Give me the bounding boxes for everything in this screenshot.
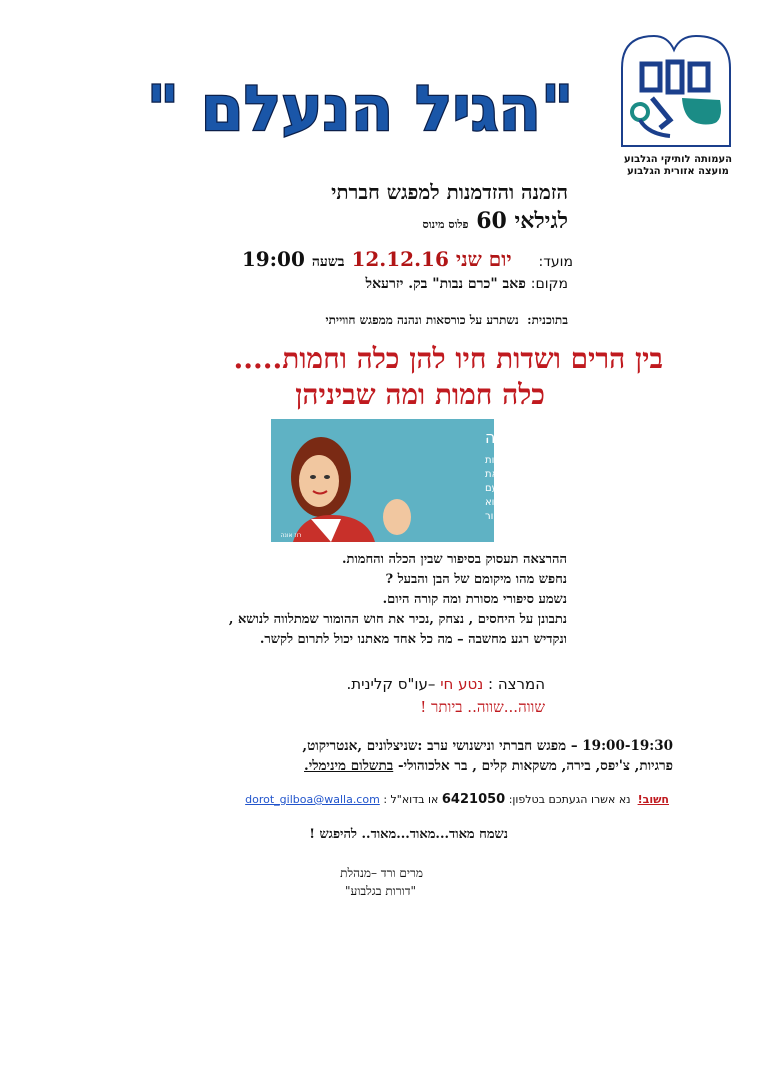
rsvp-phone[interactable]: 6421050 bbox=[441, 792, 506, 807]
poster-line3: ילדיי. אני חיה עם bbox=[485, 483, 557, 494]
rsvp-email-link[interactable]: dorot_gilboa@walla.com bbox=[245, 793, 380, 806]
time-prefix: בשעה bbox=[311, 254, 345, 270]
rsvp-line bbox=[245, 792, 669, 807]
description-line: נתבונן על היחסים , נצחק ,נכיר את חוש ההומור שמתלווה לנושא , bbox=[228, 612, 567, 627]
invitation-line: הזמנה והזדמנות למפגש חברתי bbox=[331, 180, 568, 204]
logo-caption-line1: העמותה לותיקי הגלבוע bbox=[623, 154, 732, 165]
signature-org: "דורות בגלבוע" bbox=[345, 884, 416, 898]
description-line: נחפש מהו מיקומם של הבן והבעל ? bbox=[385, 572, 567, 587]
description-line: ההרצאה תעסוק בסיפור שבין הכלה והחמות. bbox=[342, 552, 567, 567]
poster-image bbox=[271, 419, 575, 542]
lecturer-line bbox=[347, 675, 545, 693]
event-title-text: "הגיל הנעלם " bbox=[146, 72, 574, 145]
schedule-line2 bbox=[33, 756, 673, 776]
program-label: בתוכנית: bbox=[527, 313, 568, 327]
description-line: נשמע סיפורי מסורת ומה קורה היום. bbox=[382, 592, 567, 607]
event-time-line bbox=[242, 247, 573, 272]
poster-credit: רוז אונה bbox=[280, 532, 302, 539]
schedule-menu: פרגיות, צ'יפס, בירה, משקאות קלים , בר אלכוהולי- bbox=[397, 758, 673, 774]
signature-name: מרים ורד –מנהלת bbox=[340, 866, 423, 880]
logo-emblem-icon bbox=[612, 28, 744, 152]
age-suffix: פלוס מינוס bbox=[422, 218, 469, 231]
rsvp-text2: או בדוא"ל : bbox=[383, 793, 439, 806]
headline-secondary: כלה חמות ומה שביניהן bbox=[295, 378, 545, 411]
program-line bbox=[325, 313, 568, 328]
poster-illustration bbox=[271, 419, 575, 542]
poster-line4: אחד משלך, והוא bbox=[485, 497, 557, 508]
program-value: נשתרע על כורסאות ונהנה ממפגש חווייתי bbox=[325, 313, 519, 327]
schedule-line1: 19:00-19:30 – מפגש חברתי ונישנושי ערב :שניצלונים ,אנטריקוט, bbox=[302, 738, 673, 754]
organization-logo bbox=[612, 28, 744, 180]
worth-line: שווה...שווה.. ביותר ! bbox=[420, 698, 545, 716]
lecturer-name: נטע חי bbox=[440, 675, 484, 693]
important-label: חשוב! bbox=[637, 793, 669, 806]
event-time: 19:00 bbox=[241, 247, 305, 271]
event-title bbox=[146, 58, 574, 154]
closing-line: נשמח מאוד...מאוד...מאוד.. להיפגש ! bbox=[309, 827, 508, 842]
schedule-payment: בתשלום מינימלי. bbox=[304, 758, 394, 774]
rsvp-text: נא אשרו הגעתכם בטלפון: bbox=[508, 793, 631, 806]
description-line: ונקדיש רגע מחשבה – מה כל אחד מאתנו יכול לתרום לקשר. bbox=[259, 632, 567, 647]
event-date: 12.12.16 bbox=[351, 247, 449, 271]
lecture-description bbox=[7, 550, 567, 650]
poster-line1: אינני זקוקה לעצות bbox=[485, 455, 565, 466]
poster-line5: זקוק להרבה שיפור bbox=[485, 511, 566, 522]
lecturer-title: –עו"ס קלינית. bbox=[346, 675, 436, 693]
schedule-block bbox=[33, 736, 673, 776]
event-day: יום שני bbox=[455, 247, 512, 271]
age-prefix: לגילאי 60 bbox=[476, 208, 568, 234]
when-label: מועד: bbox=[538, 254, 573, 270]
poster-title: חמותי היקרה bbox=[485, 428, 575, 447]
lecturer-label: המרצה : bbox=[488, 675, 545, 693]
age-line bbox=[422, 208, 568, 234]
poster-line2: שלך איך לגדל את bbox=[485, 469, 562, 480]
event-location: פאב "כרם נבות" בק. יזרעאל bbox=[365, 276, 526, 292]
logo-caption-line2: מועצה אזורית הגלבוע bbox=[627, 166, 729, 177]
headline-primary: בין הרים ושדות חיו להן כלה וחמות..... bbox=[233, 342, 663, 375]
where-label: מקום: bbox=[530, 276, 568, 292]
event-location-line bbox=[366, 276, 568, 293]
